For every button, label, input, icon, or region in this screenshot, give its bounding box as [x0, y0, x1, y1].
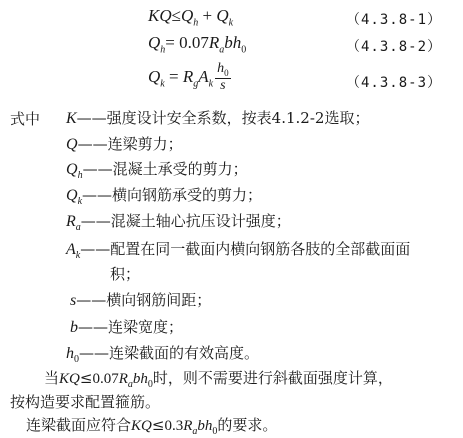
definition-Q: Q——连梁剪力；	[66, 135, 183, 153]
paragraph-2: 连梁截面应符合$KQ\le 0.3R_abh_0$的要求。	[26, 416, 278, 437]
fraction-h0-over-s: $\frac{h_0}{s}$	[217, 61, 229, 94]
definition-Ak: $A_k——$配置在同一截面内横向钢筋各肢的全部截面面	[66, 240, 411, 262]
paragraph-1-line-2: 按构造要求配置箍筋。	[10, 393, 161, 411]
definition-Ak-continued: 积；	[110, 265, 141, 283]
definition-K: K——强度设计安全系数，按表4.1.2-2选取；	[66, 109, 370, 127]
paragraph-1-line-1: 当$KQ\le 0.07R_abh_0$时，则不需要进行斜截面强度计算，	[44, 369, 393, 390]
equation-3-number: （4.3.8-3）	[346, 75, 443, 91]
equation-1-number: （4.3.8-1）	[346, 12, 443, 28]
where-label: 式中	[10, 110, 41, 128]
equation-1: $KQ\le Q_h + Q_k$	[148, 6, 234, 29]
definition-b: b——连梁宽度；	[70, 318, 184, 336]
definition-Qk: $Q_k——$横向钢筋承受的剪力；	[66, 186, 263, 208]
definition-Qh: $Q_h——$混凝土承受的剪力；	[66, 160, 248, 182]
definition-s: s——横向钢筋间距；	[70, 291, 212, 309]
equation-2: $Q_h= 0.07R_abh_0$	[148, 33, 247, 56]
equation-3: $Q_k = R_gA_k$ $\frac{h_0}{s}$	[148, 61, 229, 94]
definition-h0: $h_0——$连梁截面的有效高度。	[66, 344, 260, 366]
equation-2-number: （4.3.8-2）	[346, 39, 443, 55]
definition-Ra: $R_a——$混凝土轴心抗压设计强度；	[66, 212, 291, 234]
